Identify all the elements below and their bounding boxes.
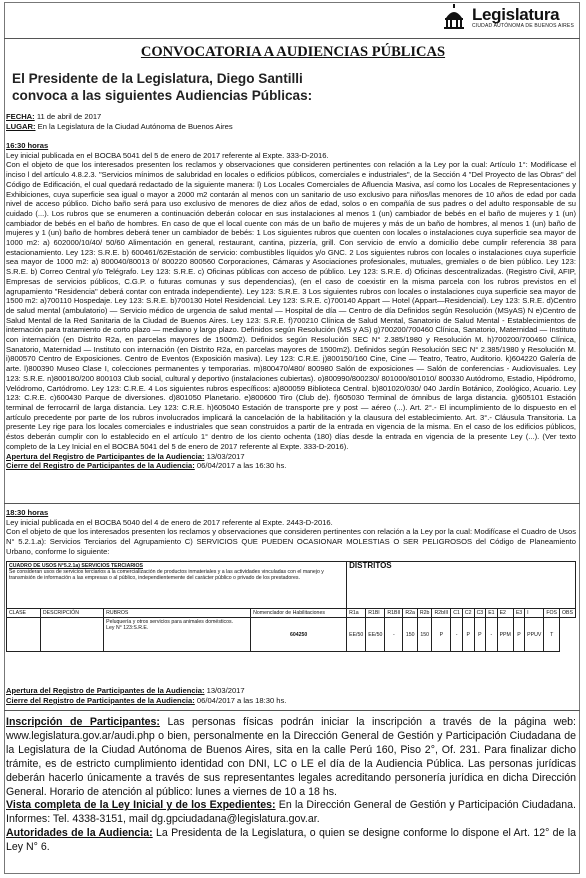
- logo-subtitle: CIUDAD AUTÓNOMA DE BUENOS AIRES: [471, 22, 574, 29]
- table-header-row: [7, 609, 576, 618]
- column-header: FOS: [544, 609, 560, 618]
- legislatura-logo: [441, 4, 574, 30]
- vista-text: En la Dirección General de Gestión y Participación Ciudadana. Informes: Tel. 4338-3151, mail dg.gpciudadana@legislatura.gov.ar.: [6, 799, 576, 826]
- hearing-2-time: 18:30 horas: [6, 508, 49, 517]
- hearing-2-cierre-label: Cierre del Registro de Participantes de la Audiencia:: [6, 696, 195, 705]
- inscripcion-text: Las personas físicas podrán iniciar la inscripción a través de la página web: www.legislatura.gov.ar/audi.php o bien, personalmente en la Dirección General de Gestión y Participación Ciudadana de la Legislatura de la Ciudad Autónoma de Buenos Aires, sita en la calle Perú 160, Piso 2°, Of. 231. Para finalizar dicho trámite, es de estricto cumplimiento identidad con DNI, LC o LE el día de la Audiencia Pública. Las personas jurídicas deberán hacerlo únicamente a través de sus representantes legales acreditando personería jurídica en dicha Dirección General. Horario de atención al público: lunes a viernes de 10 a 18 hs.: [6, 716, 576, 798]
- hearing-2: [6, 508, 576, 557]
- hearing-1-intro: Ley inicial publicada en el BOCBA 5041 del 5 de enero de 2017 referente al Expte. 333-D-2016.: [6, 150, 329, 160]
- column-header: OBS: [559, 609, 575, 618]
- cell-clase: [7, 618, 41, 652]
- table-cell: -: [385, 618, 403, 652]
- column-header: C2: [462, 609, 474, 618]
- table-cell: P: [432, 618, 451, 652]
- fecha-label: FECHA:: [6, 112, 35, 121]
- hearing-2-cierre-value: 06/04/2017 a las 18:30 hs.: [196, 696, 287, 705]
- cell-nomenclador: 604250: [251, 618, 347, 652]
- table-cell: EE/50: [366, 618, 385, 652]
- table-cell: -: [451, 618, 463, 652]
- inscripcion-label: Inscripción de Participantes:: [6, 716, 160, 728]
- hearing-2-cierre: [6, 696, 286, 706]
- hearing-2-body: Con el objeto de que los interesados presenten los reclamos y observaciones que consideren pertinentes con relación a la Ley por la cual: Modifícase el Cuadro de Usos N° 5.2.1.a): Servicios Terciarios del Agrupamiento C) SERVICIOS QUE PUEDEN OCASIONAR MOLESTIAS O SER PELIGROSOS del Código de Planeamiento Urbano, conforme lo siguiente:: [6, 527, 576, 556]
- cell-rubros: [104, 618, 251, 652]
- lead-line-1: El Presidente de la Legislatura, Diego Santilli: [12, 71, 303, 86]
- column-header: DESCRIPCIÓN: [40, 609, 103, 618]
- hearing-2-apertura-value: 13/03/2017: [206, 686, 245, 695]
- autoridades-label: Autoridades de la Audiencia:: [6, 827, 153, 840]
- cell-descripcion: [40, 618, 103, 652]
- table-cell: P: [513, 618, 524, 652]
- column-header: R2a: [403, 609, 418, 618]
- vista-paragraph: [6, 799, 576, 827]
- page-title: CONVOCATORIA A AUDIENCIAS PÚBLICAS: [140, 44, 446, 60]
- table-cell: P: [474, 618, 486, 652]
- logo-name: Legislatura: [471, 4, 560, 24]
- top-divider: [4, 38, 580, 39]
- hearing-2-intro: Ley inicial publicada en el BOCBA 5040 del 4 de enero de 2017 referente al Expte. 2443-D-2016.: [6, 517, 333, 527]
- table-cell: -: [486, 618, 497, 652]
- column-header: R1BII: [385, 609, 403, 618]
- dome-icon: [441, 4, 467, 30]
- cuadro-desc: Se consideran usos de servicios terciarios a la comercialización de productos inmateriales y a las actividades vinculadas con el manejo y transmisión de información a las empresas o al público, independientemente del carácter público o privado de los prestadores.: [9, 569, 324, 581]
- lugar-value: En la Legislatura de la Ciudad Autónoma de Buenos Aires: [37, 121, 233, 131]
- meta-block: [6, 112, 576, 131]
- column-header: C3: [474, 609, 486, 618]
- cuadro-title: CUADRO DE USOS N°5.2.1a) SERVICIOS TERCIARIOS: [9, 563, 143, 569]
- hearing-1-cierre-label: Cierre del Registro de Participantes de la Audiencia:: [6, 461, 195, 471]
- hearing-1-time: 16:30 horas: [6, 141, 49, 150]
- rubros-ley: Ley N° 123:S.R.E.: [106, 625, 149, 631]
- distritos-header: DISTRITOS: [347, 562, 576, 609]
- column-header: RUBROS: [104, 609, 251, 618]
- vista-label: Vista completa de la Ley Inicial y de los Expedientes:: [6, 799, 276, 812]
- table-cell: EE/50: [347, 618, 366, 652]
- hearing-1: [6, 141, 576, 471]
- table-cell: P: [462, 618, 474, 652]
- table-row: [7, 618, 576, 652]
- footer-divider: [4, 710, 580, 711]
- hearing-1-apertura-value: 13/03/2017: [206, 451, 245, 461]
- column-header: Nomenclador de Habilitaciones: [251, 609, 347, 618]
- hearing-2-apertura-label: Apertura del Registro de Participantes de la Audiencia:: [6, 686, 205, 695]
- column-header: R1Bl: [366, 609, 385, 618]
- column-header: CLASE: [7, 609, 41, 618]
- usos-table: [6, 561, 576, 652]
- column-header: E1: [486, 609, 497, 618]
- lead-line-2: convoca a las siguientes Audiencias Públicas:: [12, 88, 313, 103]
- autoridades-paragraph: [6, 827, 576, 855]
- hearing-2-apertura: [6, 686, 245, 696]
- table-cell: PPUV: [525, 618, 544, 652]
- hearing-1-body: Con el objeto de que los interesados presenten los reclamos y observaciones que consideren pertinentes con relación a la Ley por la cual: Artículo 1°: Modifícase el inciso l del artículo 4.8.2.3. "Servicios mínimos de salubridad en locales o edificios públicos, comerciales e industriales", de la Sección 4 "Del Proyecto de las Obras" del Código de Edificación, el cual quedará redactado de la siguiente manera: l) Los Locales Comerciales de Afluencia Masiva, así como los Locales de Representaciones y Exhibiciones, cuya superficie sea igual o mayor a 2000 m2 contarán al menos con un sanitario de uso exclusivo para niños/las menores de 10 años de edad por cada nivel de acceso público. Dicho baño será para uso exclusivo de menores de diez años de edad, solos o en compañía de sus padres o del adulto responsable de su cuidado (...). Los rubros que se enumeren a continuación deberán colocar en sus instalaciones al menos 1 (un) cambiador de bebés en el baño de mujeres y 1 (un) cambiador de bebés en el baño de hombres. En caso de que el local cuente con más de un baño de mujeres y más de un baño de hombres, al menos 1 (un) baño de mujeres y 1 (un) baño de hombres deberá tener un cambiador de bebés: 1 Los siguientes rubros que cuenten con locales o instalaciones cuya superficie sea mayor de 1000 m2: a) 602000/10/40/ 50/60 Alimentación en general, restaurant, cantina, pizzería, grill. Con servicio de envío a domicilio debe cumplir referencia 38 para estacionamiento. Ley 123: S.R.E. b) 600461/62Estación de servicio: combustibles líquidos y/o GNC. 2 Los siguientes rubros con locales o instalaciones cuya superficie sea mayor de 1000 m2: a) 800040/80013 0/ 800220 800560 Corporaciones, Cámaras y Asociaciones profesionales, mutuales, gremiales o de bien público. Ley 123: S.R.E. b) Correo Central y/o Telégrafo. Ley 123: S.R.E. c) Oficinas públicas con acceso de público. Ley 123: S.R.E. d) Oficinas descentralizadas. (Registro Civil, AFIP, Empresas de servicios públicos, C.G.P. o futuras comunas y sus dependencias), (en el caso de coexistir en la misma parcela con los rubros previstos en el agrupamiento "Residencia" deberá contar con entrada independiente). Ley 123: S.R.E. 3 Los siguientes rubros con locales o instalaciones cuya superficie sea mayor de 1500 m2: a)700110 Hospedaje. Ley 123: S.R.E. b)700130 Hotel Residencial. Ley 123: S.R.E. c)700140 Appart — Hotel (Appart—Residencial). Ley 123: S.R.E. d)Centro de salud mental (ambulatorio) — Servicio médico de urgencia de salud mental — Hospital de día — Centro de día Definidos según Resolución (MSyAS) N e)Centro de Salud Mental de la Red Sanitaria de la Ciudad de Buenos Aires. Ley 123: S.R.E. f)700210 Clínica de Salud Mental, Sanatorio de Salud Mental - Establecimientos de internación para tratamiento de corto plazo — mediano y largo plazo. Definidos según Resolución (MS y AS) g)700200/700460 Clínica, Sanatorio, Maternidad — Instituto con internación (en Distrito R2a, en parcelas mayores de 1500m2). Definidos según Resolución SEC N° 2.385/1980 y Resolución M. h)700200/700460 Clínica, Sanatorio, Maternidad — Instituto con internación (en Distrito R2a, en parcelas mayores de 1500m2). Definidos según Resolución SEC N° 2.385/1980 y Resolución M. i)800570 Centro de Exposiciones. Centro de Eventos (Exposición masiva). Ley 123: C.R.E. j)800150/160 Cine, Cine — Teatro, Teatro, Auditorio. k)604220 Galería de arte. l)800390 Museo Clase I, colecciones permanentes y temporarias. m)800470/480/ 800980 Salón de exposiciones — Salón de conferencias - Audiovisuales. Ley 123: S.R.E. n)800180/200 800103 Club social, cultural y deportivo (instalaciones cubiertas). o)800990/800230/ 801000/801010/ 800330 Autódromo, Estadio, Hipódromo, Velódromo, Cartódromo. Ley 123: C.R.E. 4 Los siguientes rubros específicos: a)800059 Biblioteca Central. b)801020/030/ 040 Jardín Botánico, Zoológico, Acuario. Ley 123: C.R.E. c)600430 Parque de diversiones. d)801050 Planetario. e)800600 Tiro (Club de). f)605030 Terminal de ómnibus de larga distancia. g)605101 Estación terminal de ferrocarril de larga distancia. Ley 123: C.R.E. h)605040 Estación de transporte pre y post — aéreo (...). Art. 2°.- El incumplimiento de lo dispuesto en el artículo precedente por parte de los rubros involucrados implicará la cancelación de la habilitación y la clausura del establecimiento. Art. 3°.- Cláusula Transitoria. La presente Ley rige para los locales comerciales e industriales que sean construidos a partir de la entrada en vigencia de la misma. En el caso de los edificios públicos, éstos deberán cumplir con lo establecido en el artículo 1° dentro de los ciento ochenta (180) días desde la entrada en vigencia de la presente Ley (...). (Ver texto completo de la Ley Inicial en el BOCBA 5041 del 5 de enero de 2017 referente al Expte. 333-D-2016).: [6, 160, 576, 451]
- table-cell: T: [544, 618, 560, 652]
- section-divider: [4, 503, 580, 504]
- column-header: E3: [513, 609, 524, 618]
- rubros-text: Peluquería y otros servicios para animales domésticos.: [106, 619, 234, 625]
- lugar-label: LUGAR:: [6, 121, 36, 131]
- fecha-value: 11 de abril de 2017: [36, 112, 102, 121]
- column-header: R1a: [347, 609, 366, 618]
- lead-text: [12, 70, 574, 104]
- cuadro-cell: [7, 562, 347, 609]
- autoridades-text: La Presidenta de la Legislatura, o quien se designe conforme lo dispone el Art. 12° de la Ley N° 6.: [6, 827, 576, 854]
- footer-info: [6, 716, 576, 855]
- hearing-1-apertura-label: Apertura del Registro de Participantes de la Audiencia:: [6, 451, 205, 461]
- column-header: R2b: [417, 609, 432, 618]
- hearing-1-cierre-value: 06/04/2017 a las 16:30 hs.: [196, 461, 287, 471]
- table-cell: PPM: [497, 618, 513, 652]
- column-header: E2: [497, 609, 513, 618]
- table-cell: 150: [417, 618, 432, 652]
- column-header: C1: [451, 609, 463, 618]
- inscripcion-paragraph: [6, 716, 576, 799]
- table-cell: 150: [403, 618, 418, 652]
- column-header: R2bIII: [432, 609, 451, 618]
- column-header: I: [525, 609, 544, 618]
